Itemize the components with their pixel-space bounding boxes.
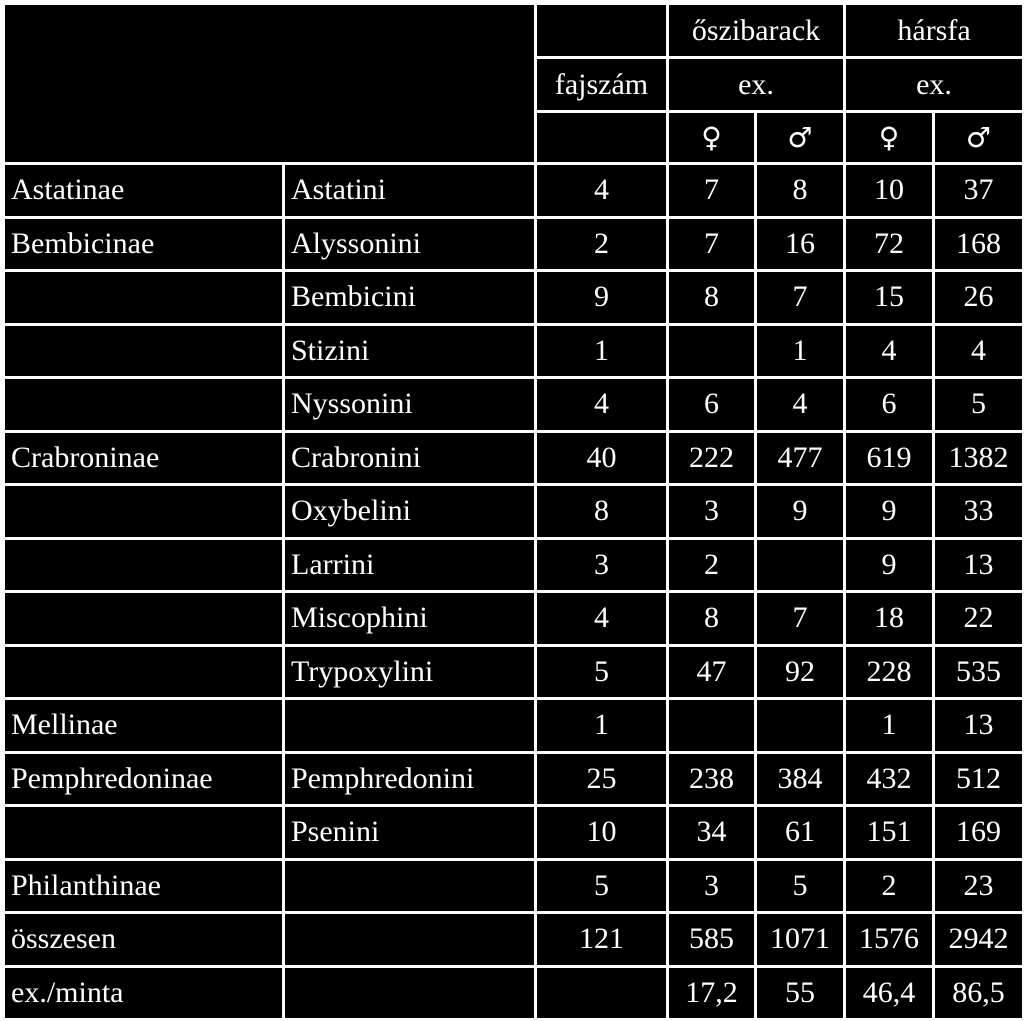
linden-female-cell: 151 — [845, 806, 934, 860]
table-row — [4, 485, 1024, 539]
peach-female-cell: 34 — [668, 806, 756, 860]
peach-male-cell: 92 — [756, 645, 845, 699]
peach-female-cell: 585 — [668, 913, 756, 967]
table-row — [4, 913, 1024, 967]
subfamily-cell: ex./minta — [4, 966, 284, 1020]
linden-female-cell: 6 — [845, 378, 934, 432]
male-symbol-icon: ♂ — [756, 112, 845, 164]
peach-male-cell: 5 — [756, 859, 845, 913]
linden-male-cell: 168 — [934, 217, 1024, 271]
species-count-cell: 2 — [536, 217, 668, 271]
peach-male-cell: 16 — [756, 217, 845, 271]
peach-male-cell: 384 — [756, 752, 845, 806]
species-count-cell: 8 — [536, 485, 668, 539]
table-row — [4, 645, 1024, 699]
subfamily-cell — [4, 645, 284, 699]
peach-female-cell: 8 — [668, 271, 756, 325]
subfamily-cell: Crabroninae — [4, 431, 284, 485]
header-empty-cell — [4, 4, 536, 164]
linden-female-cell: 4 — [845, 324, 934, 378]
peach-female-cell: 47 — [668, 645, 756, 699]
subfamily-cell — [4, 806, 284, 860]
tribe-cell: Stizini — [284, 324, 536, 378]
tribe-cell: Miscophini — [284, 592, 536, 646]
linden-male-cell: 5 — [934, 378, 1024, 432]
header-group-linden: hársfa — [845, 4, 1024, 58]
peach-female-cell: 2 — [668, 538, 756, 592]
table-row — [4, 752, 1024, 806]
peach-male-cell: 1 — [756, 324, 845, 378]
linden-male-cell: 535 — [934, 645, 1024, 699]
header-blank-cell — [536, 112, 668, 164]
linden-male-cell: 1382 — [934, 431, 1024, 485]
species-count-cell: 121 — [536, 913, 668, 967]
tribe-cell: Astatini — [284, 164, 536, 218]
table-row — [4, 966, 1024, 1020]
table-row — [4, 592, 1024, 646]
table-row — [4, 699, 1024, 753]
subfamily-cell: Pemphredoninae — [4, 752, 284, 806]
linden-male-cell: 26 — [934, 271, 1024, 325]
peach-male-cell — [756, 699, 845, 753]
linden-male-cell: 13 — [934, 538, 1024, 592]
peach-female-cell: 17,2 — [668, 966, 756, 1020]
subfamily-cell: Mellinae — [4, 699, 284, 753]
peach-male-cell: 477 — [756, 431, 845, 485]
linden-male-cell: 2942 — [934, 913, 1024, 967]
linden-female-cell: 9 — [845, 538, 934, 592]
species-count-cell — [536, 966, 668, 1020]
linden-male-cell: 37 — [934, 164, 1024, 218]
peach-female-cell: 3 — [668, 485, 756, 539]
linden-male-cell: 13 — [934, 699, 1024, 753]
subfamily-cell — [4, 538, 284, 592]
subfamily-cell: Astatinae — [4, 164, 284, 218]
header-unit-linden: ex. — [845, 58, 1024, 112]
peach-female-cell: 222 — [668, 431, 756, 485]
table-row — [4, 806, 1024, 860]
tribe-cell: Crabronini — [284, 431, 536, 485]
linden-male-cell: 512 — [934, 752, 1024, 806]
subfamily-cell — [4, 324, 284, 378]
table-row — [4, 538, 1024, 592]
table-row — [4, 378, 1024, 432]
tribe-cell: Psenini — [284, 806, 536, 860]
peach-female-cell: 6 — [668, 378, 756, 432]
subfamily-cell — [4, 378, 284, 432]
tribe-cell: Bembicini — [284, 271, 536, 325]
subfamily-cell: Bembicinae — [4, 217, 284, 271]
species-table — [2, 2, 1024, 1021]
tribe-cell: Pemphredonini — [284, 752, 536, 806]
species-count-cell: 5 — [536, 645, 668, 699]
table-row — [4, 859, 1024, 913]
linden-female-cell: 46,4 — [845, 966, 934, 1020]
peach-male-cell: 7 — [756, 592, 845, 646]
male-symbol-icon: ♂ — [934, 112, 1024, 164]
tribe-cell — [284, 699, 536, 753]
peach-female-cell: 7 — [668, 217, 756, 271]
linden-female-cell: 619 — [845, 431, 934, 485]
table-row — [4, 164, 1024, 218]
subfamily-cell — [4, 485, 284, 539]
linden-male-cell: 22 — [934, 592, 1024, 646]
peach-female-cell: 7 — [668, 164, 756, 218]
linden-female-cell: 10 — [845, 164, 934, 218]
peach-male-cell: 9 — [756, 485, 845, 539]
header-blank-cell — [536, 4, 668, 58]
species-count-cell: 4 — [536, 378, 668, 432]
species-count-cell: 5 — [536, 859, 668, 913]
female-symbol-icon: ♀ — [668, 112, 756, 164]
table-row — [4, 431, 1024, 485]
species-count-cell: 4 — [536, 592, 668, 646]
linden-male-cell: 33 — [934, 485, 1024, 539]
linden-female-cell: 18 — [845, 592, 934, 646]
peach-male-cell: 61 — [756, 806, 845, 860]
peach-female-cell: 8 — [668, 592, 756, 646]
linden-male-cell: 169 — [934, 806, 1024, 860]
subfamily-cell: összesen — [4, 913, 284, 967]
table-row — [4, 271, 1024, 325]
table-row — [4, 324, 1024, 378]
linden-female-cell: 1576 — [845, 913, 934, 967]
linden-female-cell: 432 — [845, 752, 934, 806]
peach-female-cell — [668, 699, 756, 753]
species-count-cell: 3 — [536, 538, 668, 592]
species-count-cell: 1 — [536, 324, 668, 378]
linden-female-cell: 1 — [845, 699, 934, 753]
header-group-peach: őszibarack — [668, 4, 845, 58]
tribe-cell: Nyssonini — [284, 378, 536, 432]
peach-male-cell: 4 — [756, 378, 845, 432]
header-species-count: fajszám — [536, 58, 668, 112]
linden-female-cell: 2 — [845, 859, 934, 913]
linden-female-cell: 15 — [845, 271, 934, 325]
tribe-cell: Oxybelini — [284, 485, 536, 539]
subfamily-cell: Philanthinae — [4, 859, 284, 913]
linden-female-cell: 72 — [845, 217, 934, 271]
linden-female-cell: 9 — [845, 485, 934, 539]
peach-female-cell: 3 — [668, 859, 756, 913]
peach-male-cell — [756, 538, 845, 592]
female-symbol-icon: ♀ — [845, 112, 934, 164]
tribe-cell: Alyssonini — [284, 217, 536, 271]
linden-male-cell: 4 — [934, 324, 1024, 378]
peach-female-cell: 238 — [668, 752, 756, 806]
species-count-cell: 4 — [536, 164, 668, 218]
peach-male-cell: 55 — [756, 966, 845, 1020]
tribe-cell — [284, 859, 536, 913]
species-count-cell: 9 — [536, 271, 668, 325]
tribe-cell — [284, 913, 536, 967]
header-row-groups — [4, 4, 1024, 58]
tribe-cell: Larrini — [284, 538, 536, 592]
linden-male-cell: 23 — [934, 859, 1024, 913]
species-count-cell: 25 — [536, 752, 668, 806]
subfamily-cell — [4, 592, 284, 646]
linden-male-cell: 86,5 — [934, 966, 1024, 1020]
species-count-cell: 10 — [536, 806, 668, 860]
subfamily-cell — [4, 271, 284, 325]
peach-male-cell: 8 — [756, 164, 845, 218]
species-count-cell: 1 — [536, 699, 668, 753]
peach-female-cell — [668, 324, 756, 378]
peach-male-cell: 1071 — [756, 913, 845, 967]
table-row — [4, 217, 1024, 271]
linden-female-cell: 228 — [845, 645, 934, 699]
species-count-cell: 40 — [536, 431, 668, 485]
header-unit-peach: ex. — [668, 58, 845, 112]
tribe-cell — [284, 966, 536, 1020]
tribe-cell: Trypoxylini — [284, 645, 536, 699]
peach-male-cell: 7 — [756, 271, 845, 325]
